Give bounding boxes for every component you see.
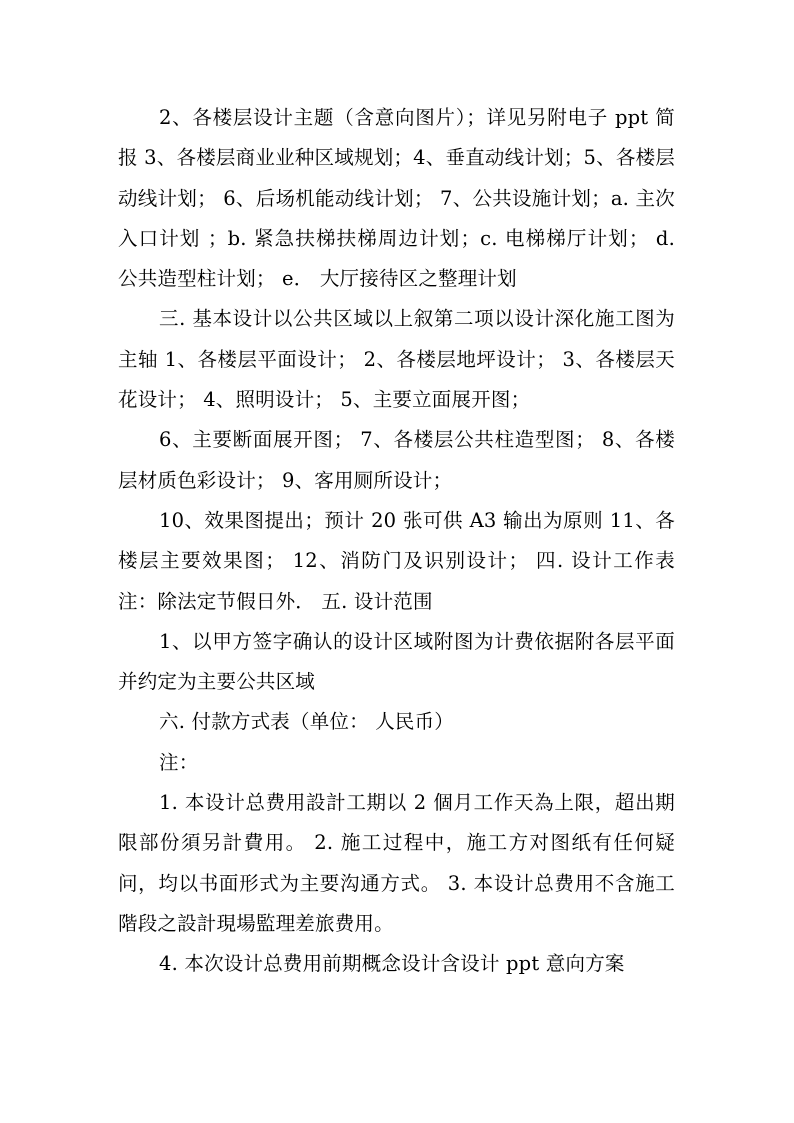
paragraph-billing-area: 1、以甲方签字确认的设计区域附图为计费依据附各层平面并约定为主要公共区域 [118,629,675,694]
paragraph-section-drawings: 6、主要断面展开图； 7、各楼层公共柱造型图； 8、各楼层材质色彩设计； 9、客用厕所设计； [118,428,675,492]
paragraph-renderings-scope: 10、效果图提出；预计 20 张可供 A3 输出为原则 11、各楼层主要效果图； 12、消防门及识别设计； 四. 设计工作表注：除法定节假日外． 五. 设计范围 [118,508,675,613]
document-body [118,98,675,985]
paragraph-note-label: 注： [159,750,199,774]
paragraph-basic-design: 三. 基本设计以公共区域以上叙第二项以设计深化施工图为主轴 1、各楼层平面设计； 2、各楼层地坪设计； 3、各楼层天花设计； 4、照明设计； 5、主要立面展开图； [118,307,675,412]
paragraph-concept-design: 4. 本次设计总费用前期概念设计含设计 ppt 意向方案 [159,952,625,976]
paragraph-payment-table: 六. 付款方式表（单位： 人民币） [159,710,454,734]
paragraph-fee-notes: 1. 本设计总费用設計工期以 2 個月工作天為上限，超出期限部份須另計費用。 2. 施工过程中，施工方对图纸有任何疑问，均以书面形式为主要沟通方式。 3. 本设计总费用不含施工階段之設計現場監理差旅费用。 [118,791,675,935]
paragraph-design-themes: 2、各楼层设计主题（含意向图片）；详见另附电子 ppt 简报 3、各楼层商业业种区域规划；4、垂直动线计划；5、各楼层动线计划； 6、后场机能动线计划； 7、公共设施计划；a. 主次入口计划 ；b. 紧急扶梯扶梯周边计划；c. 电梯梯厅计划； d. 公共造型柱计划； e． 大厅接待区之整理计划 [118,106,675,291]
